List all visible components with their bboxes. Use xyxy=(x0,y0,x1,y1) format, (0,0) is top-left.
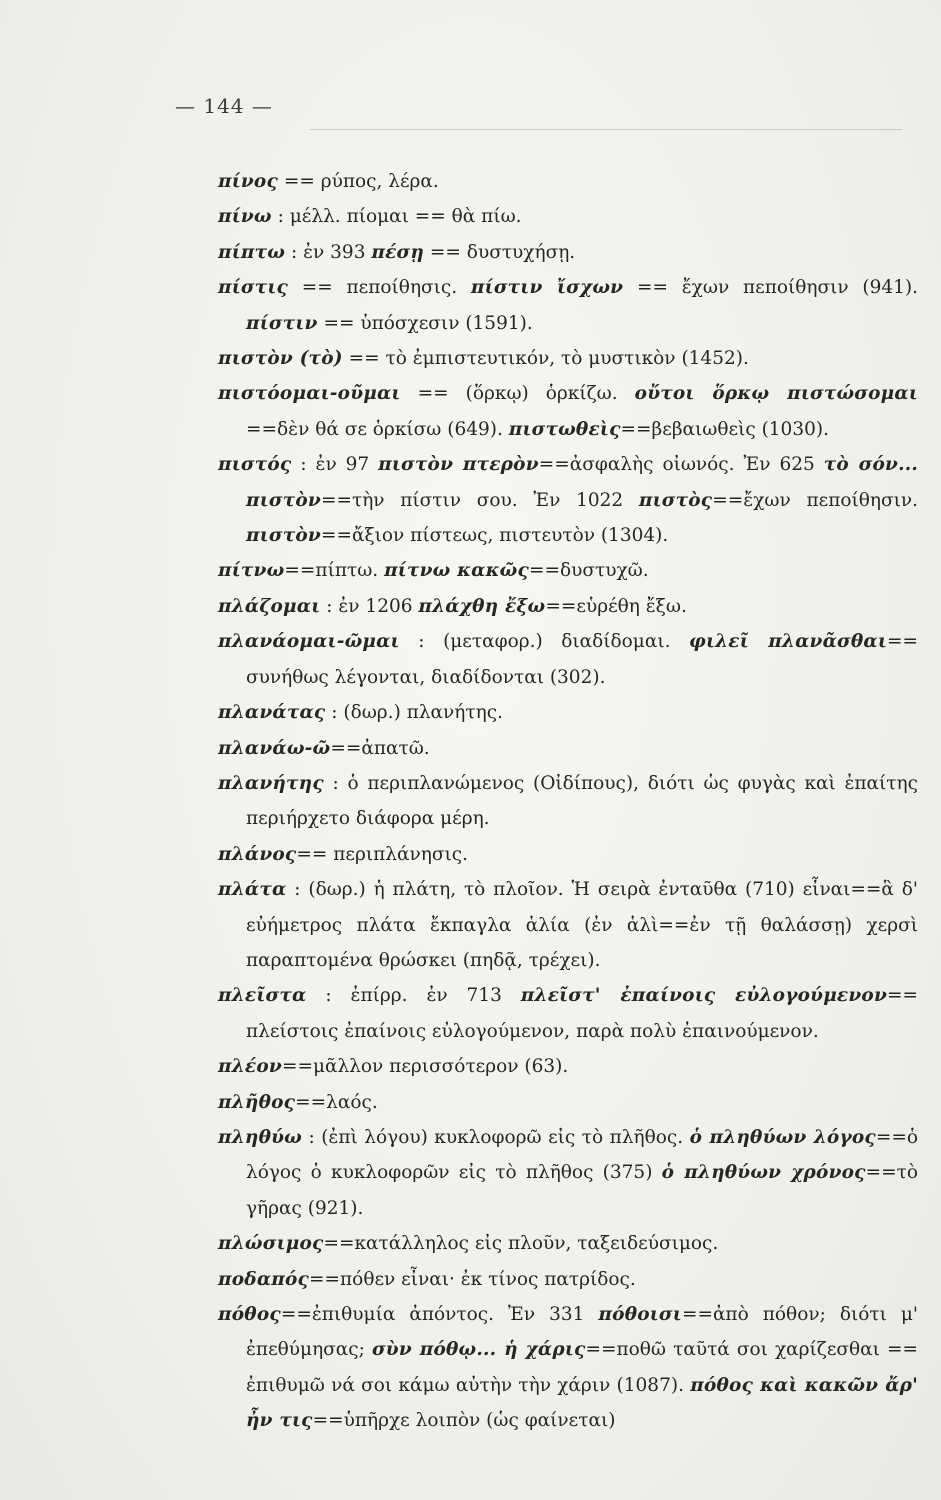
lemma-text: πόθος xyxy=(218,1304,281,1325)
gloss-text: : (δωρ.) ἡ πλάτη, τὸ πλοῖον. Ἡ σειρὰ ἐνταῦθα (710) εἶναι==ἃ δ' εὐήμετρος πλάτα ἔκπαγλα ἁλία (ἐν ἁλὶ==ἐν τῇ θαλάσσῃ) χερσὶ παραπτομένα θρώσκει (πηδᾷ, τρέχει). xyxy=(246,879,918,971)
lemma-text: πίστιν xyxy=(246,312,318,334)
lemma-text: πέσῃ xyxy=(371,241,425,263)
lemma-text: πίνος xyxy=(218,171,278,192)
glossary-entry xyxy=(218,731,918,766)
gloss-text: ==τὸ γῆρας (921). xyxy=(246,1162,918,1219)
glossary-entry xyxy=(218,164,918,199)
gloss-text: ==ἄξιον πίστεως, πιστευτὸν (1304). xyxy=(320,525,669,547)
lemma-text: ὁ πληθύων χρόνος xyxy=(661,1162,866,1184)
gloss-text: == (ὅρκῳ) ὁρκίζω. xyxy=(400,383,635,405)
lemma-text: τὸ σόν... πιστὸν xyxy=(246,454,918,511)
gloss-text: ==τὴν πίστιν σου. Ἐν 1022 xyxy=(320,489,639,511)
gloss-text: : ἐπίρρ. ἐν 713 xyxy=(306,985,521,1007)
gloss-text: == περιπλάνησις. xyxy=(296,843,468,865)
gloss-text: ==ποθῶ ταῦτά σοι χαρίζεσθαι == ἐπιθυμῶ νά σοι κάμω αὐτὴν τὴν χάριν (1087). xyxy=(246,1339,918,1396)
glossary-entry xyxy=(218,1049,918,1084)
lemma-text: πλάζομαι xyxy=(218,595,321,617)
glossary-entry xyxy=(218,978,918,1049)
lemma-text: πίτνω xyxy=(218,560,285,582)
glossary-entry xyxy=(218,553,918,588)
lemma-text: πόθος καὶ κακῶν ἄρ' ἦν τις xyxy=(246,1374,918,1432)
lemma-text: πλανάομαι-ῶμαι xyxy=(218,631,400,653)
glossary-entry xyxy=(218,624,918,695)
gloss-text: : ἐν 393 xyxy=(285,241,372,263)
gloss-text: ==εὑρέθη ἔξω. xyxy=(545,595,687,617)
lemma-text: πλανάτας xyxy=(218,702,326,724)
lemma-text: πλώσιμος xyxy=(218,1233,324,1255)
glossary-entry xyxy=(218,199,918,234)
lemma-text: φιλεῖ πλανᾶσθαι xyxy=(689,631,887,653)
lemma-text: πληθύω xyxy=(218,1126,302,1148)
gloss-text: ==βεβαιωθεὶς (1030). xyxy=(620,418,829,440)
gloss-text: ==δὲν θά σε ὁρκίσω (649). xyxy=(246,418,509,440)
lemma-text: πίστιν ἴσχων xyxy=(470,277,624,299)
gloss-text: ==ἀπατῶ. xyxy=(330,737,430,759)
lemma-text: πλεῖστα xyxy=(218,985,307,1007)
gloss-text: ==ἐπιθυμία ἀπόντος. Ἐν 331 xyxy=(280,1304,599,1325)
lemma-text: πλεῖστ' ἐπαίνοις εὐλογούμενον xyxy=(520,985,887,1007)
gloss-text: ==λαός. xyxy=(295,1091,378,1113)
header-rule xyxy=(310,129,902,130)
glossary-entry xyxy=(218,1085,918,1120)
gloss-text: ==δυστυχῶ. xyxy=(528,560,649,582)
glossary-entry xyxy=(218,766,918,837)
lemma-text: πιστόομαι-οῦμαι xyxy=(218,383,401,405)
lemma-text: πόθοισι xyxy=(598,1304,682,1325)
lemma-text: πιστὸν xyxy=(246,525,321,547)
gloss-text: == τὸ ἐμπιστευτικόν, τὸ μυστικὸν (1452). xyxy=(342,348,749,370)
gloss-text: : ὁ περιπλανώμενος (Οἰδίπους), διότι ὡς φυγὰς καὶ ἐπαίτης περιήρχετο διάφορα μέρη. xyxy=(246,772,918,830)
lemma-text: πλανάω-ῶ xyxy=(218,737,331,759)
gloss-text: == ὑπόσχεσιν (1591). xyxy=(317,312,533,334)
gloss-text: ==ἀσφαλὴς οἰωνός. Ἐν 625 xyxy=(538,454,824,476)
gloss-text: ==πίπτω. xyxy=(284,560,385,582)
lemma-text: πλάτα xyxy=(218,879,287,901)
gloss-text: ==ὁ λόγος ὁ κυκλοφορῶν εἰς τὸ πλῆθος (375) xyxy=(246,1126,918,1184)
gloss-text: == ἔχων πεποίθησιν (941). xyxy=(623,277,919,299)
glossary-entry xyxy=(218,1226,918,1261)
lemma-text: πίστις xyxy=(218,277,288,299)
glossary-entry xyxy=(218,447,918,553)
lemma-text: πλέον xyxy=(218,1056,282,1078)
page-number: — 144 — xyxy=(175,94,273,118)
lemma-text: πιστὸς xyxy=(638,489,713,511)
lemma-text: ποδαπός xyxy=(218,1268,310,1290)
gloss-text: : (δωρ.) πλανήτης. xyxy=(325,702,503,724)
gloss-text: ==ὑπῆρχε λοιπὸν (ὡς φαίνεται) xyxy=(312,1410,616,1432)
gloss-text: : (μεταφορ.) διαδίδομαι. xyxy=(399,631,690,653)
gloss-text: : μέλλ. πίομαι == θὰ πίω. xyxy=(271,206,522,228)
lemma-text: πιστὸν πτερὸν xyxy=(378,454,539,476)
glossary-entry xyxy=(218,695,918,730)
gloss-text: : ἐν 97 xyxy=(291,454,379,476)
glossary-entry xyxy=(218,872,918,978)
gloss-text: == πλείστοις ἐπαίνοις εὐλογούμενον, παρὰ πολὺ ἐπαινούμενον. xyxy=(246,985,919,1042)
gloss-text: ==ἔχων πεποίθησιν. xyxy=(712,489,918,511)
glossary-entry xyxy=(218,1262,918,1297)
lemma-text: πίτνω κακῶς xyxy=(384,560,529,582)
lemma-text: οὔτοι ὅρκῳ πιστώσομαι xyxy=(634,383,918,405)
glossary-entries xyxy=(218,164,918,1439)
lemma-text: πίνω xyxy=(218,206,272,228)
glossary-entry xyxy=(218,376,918,447)
glossary-entry xyxy=(218,341,918,376)
gloss-text: ==ἀπὸ πόθον; διότι μ' ἐπεθύμησας; xyxy=(246,1304,918,1361)
lemma-text: ὁ πληθύων λόγος xyxy=(689,1126,876,1148)
lemma-text: πλανήτης xyxy=(218,772,324,794)
lemma-text: πιστωθεὶς xyxy=(508,418,621,440)
lemma-text: πλῆθος xyxy=(218,1091,296,1113)
glossary-entry xyxy=(218,1297,918,1439)
lemma-text: πίπτω xyxy=(218,241,286,263)
lemma-text: πιστός xyxy=(218,454,292,476)
glossary-entry xyxy=(218,589,918,624)
lemma-text: πιστὸν (τὸ) xyxy=(218,348,343,370)
glossary-entry xyxy=(218,837,918,872)
gloss-text: ==πόθεν εἶναι· ἐκ τίνος πατρίδος. xyxy=(309,1268,636,1290)
gloss-text: ==μᾶλλον περισσότερον (63). xyxy=(281,1056,569,1078)
lemma-text: σὺν πόθῳ... ἡ χάρις xyxy=(371,1339,586,1361)
gloss-text: == πεποίθησις. xyxy=(288,277,471,299)
glossary-entry xyxy=(218,270,918,341)
gloss-text: == ρύπος, λέρα. xyxy=(277,171,439,192)
glossary-entry xyxy=(218,235,918,270)
gloss-text: == συνήθως λέγονται, διαδίδονται (302). xyxy=(246,631,918,688)
gloss-text: : ἐν 1206 xyxy=(320,595,419,617)
gloss-text: : (ἐπὶ λόγου) κυκλοφορῶ εἰς τὸ πλῆθος. xyxy=(301,1126,690,1148)
lemma-text: πλάνος xyxy=(218,843,297,865)
gloss-text: == δυστυχήσῃ. xyxy=(424,241,576,263)
glossary-entry xyxy=(218,1120,918,1226)
gloss-text: ==κατάλληλος εἰς πλοῦν, ταξειδεύσιμος. xyxy=(323,1233,719,1255)
lemma-text: πλάχθη ἔξω xyxy=(418,595,546,617)
